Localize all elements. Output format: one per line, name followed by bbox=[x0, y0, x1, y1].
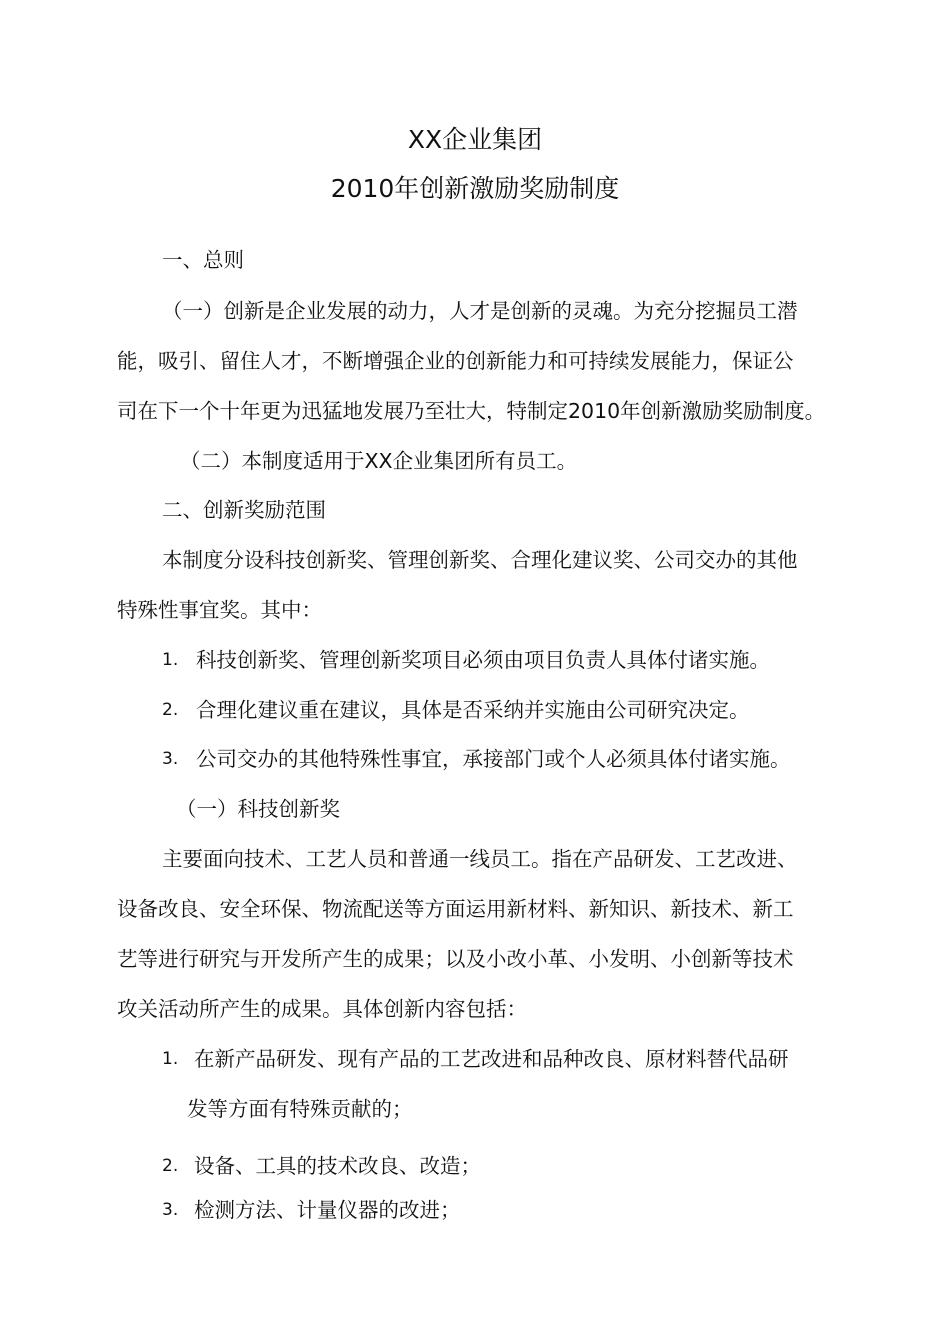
paragraph-line: 本制度分设科技创新奖、管理创新奖、合理化建议奖、公司交办的其他 bbox=[162, 548, 798, 572]
paragraph-line: 司在下一个十年更为迅猛地发展乃至壮大，特制定2010年创新激励奖励制度。 bbox=[117, 399, 826, 423]
list-item-number: 3. bbox=[162, 1200, 179, 1220]
paragraph-line: 艺等进行研究与开发所产生的成果；以及小改小革、小发明、小创新等技术 bbox=[117, 947, 794, 971]
list-item-number: 2. bbox=[162, 700, 179, 720]
list-item-continuation: 发等方面有特殊贡献的； bbox=[187, 1097, 413, 1121]
subsection-heading-tech-innovation: （一）科技创新奖 bbox=[176, 797, 340, 821]
paragraph-line: （一）创新是企业发展的动力，人才是创新的灵魂。为充分挖掘员工潜 bbox=[162, 299, 798, 323]
paragraph-line: 攻关活动所产生的成果。具体创新内容包括： bbox=[117, 997, 527, 1021]
document-title: XX企业集团 bbox=[407, 125, 543, 154]
paragraph-line: 主要面向技术、工艺人员和普通一线员工。指在产品研发、工艺改进、 bbox=[162, 847, 798, 871]
document-subtitle: 2010年创新激励奖励制度 bbox=[330, 174, 620, 203]
list-item-number: 2. bbox=[162, 1156, 179, 1176]
section-heading-scope: 二、创新奖励范围 bbox=[162, 498, 326, 522]
list-item: 合理化建议重在建议，具体是否采纳并实施由公司研究决定。 bbox=[196, 698, 750, 722]
paragraph-line: （二）本制度适用于XX企业集团所有员工。 bbox=[180, 449, 578, 473]
list-item: 科技创新奖、管理创新奖项目必须由项目负责人具体付诸实施。 bbox=[196, 648, 770, 672]
paragraph-line: 能，吸引、留住人才，不断增强企业的创新能力和可持续发展能力，保证公 bbox=[117, 349, 794, 373]
list-item-number: 3. bbox=[162, 749, 179, 769]
list-item: 检测方法、计量仪器的改进； bbox=[194, 1198, 461, 1222]
list-item-number: 1. bbox=[162, 1049, 179, 1069]
section-heading-general: 一、总则 bbox=[162, 248, 244, 272]
list-item: 在新产品研发、现有产品的工艺改进和品种改良、原材料替代品研 bbox=[194, 1047, 789, 1071]
list-item: 公司交办的其他特殊性事宜，承接部门或个人必须具体付诸实施。 bbox=[196, 747, 791, 771]
paragraph-line: 特殊性事宜奖。其中： bbox=[117, 598, 322, 622]
list-item-number: 1. bbox=[162, 650, 179, 670]
paragraph-line: 设备改良、安全环保、物流配送等方面运用新材料、新知识、新技术、新工 bbox=[117, 897, 794, 921]
list-item: 设备、工具的技术改良、改造； bbox=[194, 1154, 481, 1178]
